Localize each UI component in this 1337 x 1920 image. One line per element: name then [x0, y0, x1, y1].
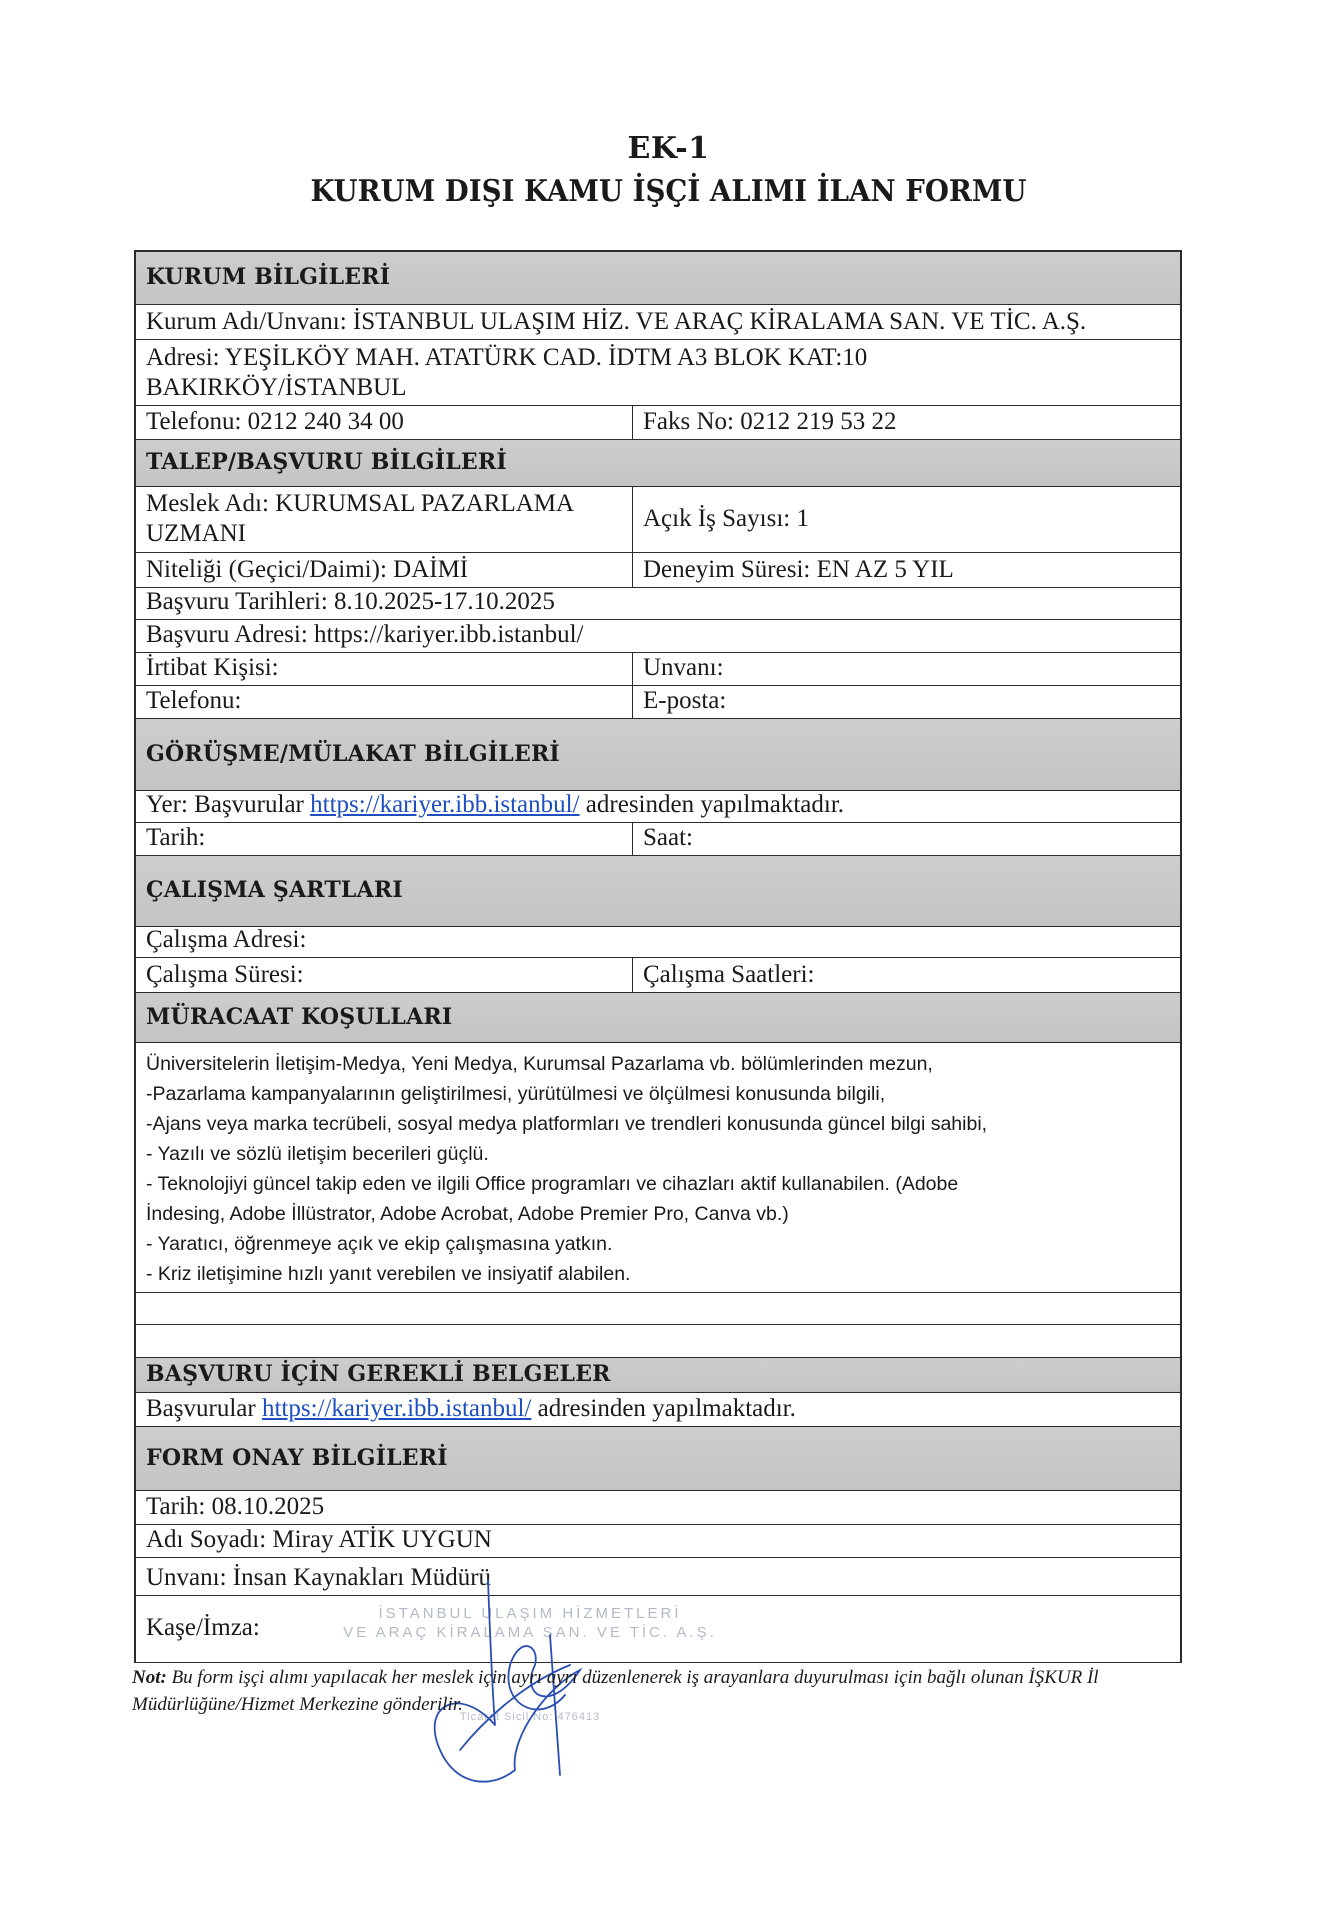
section-header-muracaat: [136, 992, 1180, 1042]
field-telefonu: Telefonu:: [136, 686, 633, 718]
meslek-line-2: UZMANI: [146, 519, 246, 547]
note-label: Not:: [132, 1667, 167, 1688]
row-iletisim: [136, 685, 1180, 718]
list-item: -Pazarlama kampanyalarının geliştirilmesi, yürütülmesi ve ölçülmesi konusunda bilgili,: [146, 1083, 886, 1105]
section-title: MÜRACAAT KOŞULLARI: [146, 1003, 453, 1030]
row-muracaat-list: [136, 1042, 1180, 1292]
row-nitelik-deneyim: [136, 552, 1180, 587]
section-title: FORM ONAY BİLGİLERİ: [146, 1444, 448, 1471]
field-saat: Saat:: [643, 824, 693, 851]
adres-line-1: Adresi: YEŞİLKÖY MAH. ATATÜRK CAD. İDTM A3 BLOK KAT:10: [146, 344, 868, 371]
footnote: [132, 1664, 1202, 1718]
row-calisma-adresi: [136, 926, 1180, 957]
page-title: KURUM DIŞI KAMU İŞÇİ ALIMI İLAN FORMU: [310, 174, 1027, 209]
section-title: TALEP/BAŞVURU BİLGİLERİ: [146, 449, 507, 475]
section-header-kurum: [136, 252, 1180, 304]
requirements-list: [136, 1043, 997, 1292]
field-basvuru-tarihleri: Başvuru Tarihleri: 8.10.2025-17.10.2025: [146, 588, 555, 615]
row-kurum-adi: [136, 304, 1180, 339]
section-header-gorusme: [136, 718, 1180, 790]
list-item: Üniversitelerin İletişim-Medya, Yeni Medya, Kurumsal Pazarlama vb. bölümlerinden mezun,: [146, 1053, 933, 1075]
row-basvuru-tarihleri: [136, 587, 1180, 619]
annex-label: EK-1: [627, 131, 710, 166]
section-title: ÇALIŞMA ŞARTLARI: [146, 877, 403, 903]
field-meslek-adi: [136, 487, 633, 552]
kariyer-link[interactable]: https://kariyer.ibb.istanbul/: [261, 1395, 532, 1422]
field-deneyim: Deneyim Süresi: EN AZ 5 YIL: [643, 556, 954, 583]
stamp-line-3: Ticaret Sicil No: 476413: [459, 1711, 601, 1723]
field-telefon: Telefonu: 0212 240 34 00: [136, 406, 633, 439]
list-item: -Ajans veya marka tecrübeli, sosyal medya platformları ve trendleri konusunda güncel bilgi sahibi,: [146, 1113, 988, 1135]
row-onay-tarih: [136, 1490, 1180, 1524]
row-telefon-faks: [136, 405, 1180, 439]
row-yer: [136, 790, 1180, 822]
field-belgeler: [136, 1393, 1180, 1426]
row-onay-unvani: [136, 1557, 1180, 1595]
meslek-line-1: Meslek Adı: KURUMSAL PAZARLAMA: [146, 489, 575, 517]
stamp-line-2: VE ARAÇ KİRALAMA SAN. VE TİC. A.Ş.: [343, 1624, 717, 1641]
field-adres: [136, 340, 1180, 405]
belgeler-suffix: adresinden yapılmaktadır.: [531, 1395, 796, 1422]
field-calisma-saatleri: Çalışma Saatleri:: [643, 961, 815, 988]
belgeler-prefix: Başvurular: [146, 1395, 262, 1422]
row-adi-soyadi: [136, 1524, 1180, 1557]
row-empty-2: [136, 1324, 1180, 1357]
field-irtibat-kisisi: İrtibat Kişisi:: [136, 653, 633, 685]
section-title: BAŞVURU İÇİN GEREKLİ BELGELER: [146, 1361, 611, 1387]
section-header-belgeler: [136, 1357, 1180, 1392]
yer-prefix: Yer: Başvurular: [146, 791, 311, 818]
section-header-onay: [136, 1426, 1180, 1490]
field-onay-unvani: Unvanı: İnsan Kaynakları Müdürü: [146, 1564, 492, 1591]
row-basvuru-adresi: [136, 619, 1180, 652]
section-title: GÖRÜŞME/MÜLAKAT BİLGİLERİ: [146, 740, 560, 767]
list-item: - Teknolojiyi güncel takip eden ve ilgili Office programları ve cihazları aktif kullanabilen. (Adobe: [146, 1173, 959, 1195]
field-faks: Faks No: 0212 219 53 22: [643, 408, 897, 435]
row-empty-1: [136, 1292, 1180, 1324]
field-eposta: E-posta:: [643, 687, 727, 714]
field-acik-is-sayisi: Açık İş Sayısı: 1: [643, 504, 809, 532]
section-header-calisma: [136, 855, 1180, 926]
adres-line-2: BAKIRKÖY/İSTANBUL: [146, 374, 407, 401]
field-niteligi: Niteliği (Geçici/Daimi): DAİMİ: [136, 553, 633, 587]
row-meslek: [136, 486, 1180, 552]
section-title: KURUM BİLGİLERİ: [146, 264, 391, 290]
row-kase-imza: [136, 1595, 1180, 1662]
stamp-line-1: İSTANBUL ULAŞIM HİZMETLERİ: [378, 1605, 682, 1622]
note-text: Bu form işçi alımı yapılacak her meslek için ayrı ayrı düzenlenerek iş arayanlara duyurulması için bağlı olunan İŞKUR İl Müdürlüğüne/Hizmet Merkezine gönderilir.: [132, 1667, 1099, 1715]
field-tarih: Tarih:: [136, 823, 633, 855]
kariyer-link[interactable]: https://kariyer.ibb.istanbul/: [310, 791, 580, 818]
field-calisma-adresi: Çalışma Adresi:: [146, 926, 307, 953]
job-posting-form: [134, 250, 1182, 1663]
field-calisma-suresi: Çalışma Süresi:: [136, 958, 633, 992]
yer-suffix: adresinden yapılmaktadır.: [579, 791, 845, 818]
section-header-talep: [136, 439, 1180, 486]
document-header: [0, 128, 1337, 214]
list-item: - Yaratıcı, öğrenmeye açık ve ekip çalışmasına yatkın.: [146, 1233, 613, 1255]
list-item: - Kriz iletişimine hızlı yanıt verebilen ve insiyatif alabilen.: [146, 1263, 631, 1285]
row-adres: [136, 339, 1180, 405]
list-item: - Yazılı ve sözlü iletişim becerileri güçlü.: [146, 1143, 489, 1165]
field-adi-soyadi: Adı Soyadı: Miray ATİK UYGUN: [146, 1526, 492, 1553]
field-kurum-adi: Kurum Adı/Unvanı: İSTANBUL ULAŞIM HİZ. VE ARAÇ KİRALAMA SAN. VE TİC. A.Ş.: [146, 308, 1087, 335]
row-calisma-suresi: [136, 957, 1180, 992]
row-tarih-saat: [136, 822, 1180, 855]
field-kase-imza: Kaşe/İmza:: [146, 1614, 260, 1641]
field-yer: [136, 791, 1180, 822]
row-irtibat: [136, 652, 1180, 685]
list-item: İndesing, Adobe İllüstrator, Adobe Acrobat, Adobe Premier Pro, Canva vb.): [146, 1203, 789, 1225]
row-belgeler: [136, 1392, 1180, 1426]
field-basvuru-adresi: Başvuru Adresi: https://kariyer.ibb.istanbul/: [146, 621, 584, 648]
field-unvani: Unvanı:: [643, 654, 724, 681]
field-onay-tarih: Tarih: 08.10.2025: [146, 1493, 325, 1520]
